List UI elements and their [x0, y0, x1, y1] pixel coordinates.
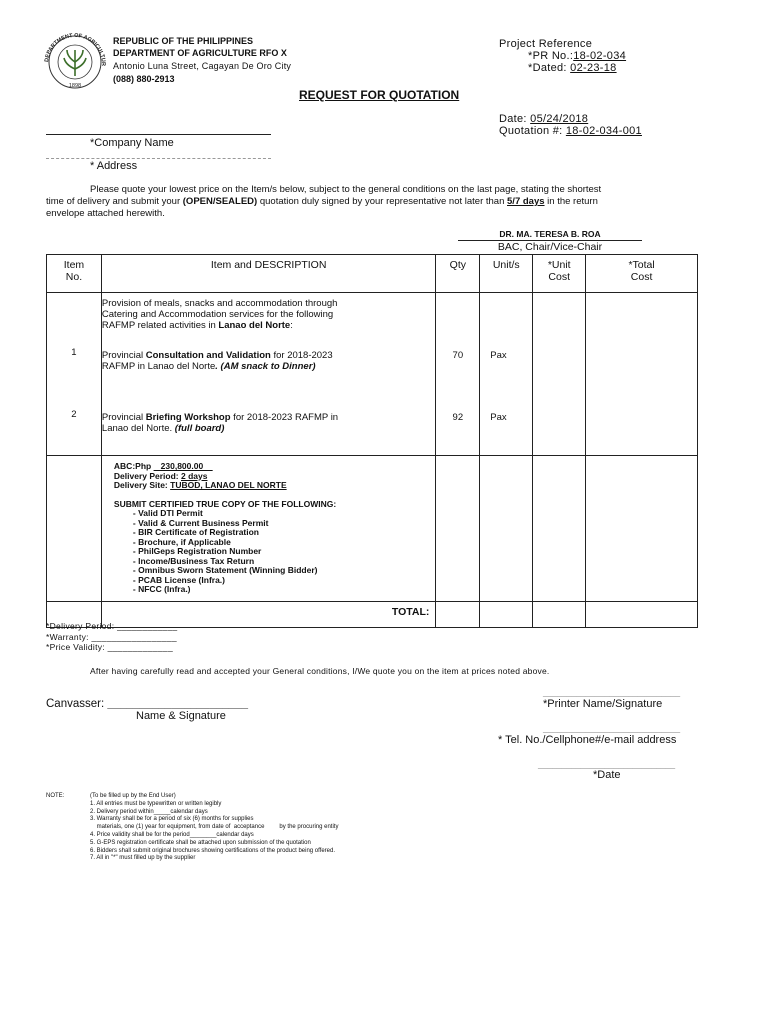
note-item: 6. Bidders shall submit original brochures showing certifications of the product being offered.: [90, 847, 336, 854]
bac-chair-position: BAC, Chair/Vice-Chair: [497, 241, 603, 253]
note-item: 3. Warranty shall be for a period of six (6) months for supplies: [90, 816, 254, 823]
bac-chair-name: DR. MA. TERESA B. ROA: [458, 229, 642, 241]
project-reference-title: Project Reference: [499, 38, 593, 50]
item-2-no: 2: [71, 409, 77, 420]
item-1-qty: 70: [452, 350, 464, 361]
company-name-line[interactable]: [46, 134, 271, 135]
header-phone: (088) 880-2913: [113, 74, 175, 84]
note-item: materials, one (1) year for equipment, from date of acceptance by the procuring entity: [90, 824, 339, 831]
intro-description: Provision of meals, snacks and accommodation through Catering and Accommodation services for the following RAFMP related activities in Lanao del Norte:: [101, 298, 338, 331]
item-2-unit: Pax: [490, 412, 507, 423]
quotation-table: [46, 254, 698, 628]
total-amount-cell[interactable]: [586, 601, 698, 627]
tel-label: * Tel. No./Cellphone#/e-mail address: [498, 734, 677, 746]
submit-title: SUBMIT CERTIFIED TRUE COPY OF THE FOLLOWING:: [113, 498, 337, 509]
requirement-item: - Brochure, if Applicable: [132, 536, 231, 547]
item-2-qty: 92: [452, 412, 464, 423]
table-row-items: [47, 293, 698, 456]
notes-list: [90, 793, 338, 863]
intro-line-1: Please quote your lowest price on the Item/s below, subject to the general conditions on the last page, stating the shortest: [90, 184, 602, 195]
note-item: 5. G-EPS registration certificate shall be attached upon submission of the quotation: [90, 839, 311, 846]
printer-name-label: *Printer Name/Signature: [543, 698, 663, 710]
note-item: (To be filled up by the End User): [90, 793, 176, 799]
table-header-row: [47, 255, 698, 293]
header-address: Antonio Luna Street, Cagayan De Oro City: [113, 61, 292, 71]
requirement-item: - PCAB License (Infra.): [132, 574, 226, 585]
delivery-period-field[interactable]: *Delivery Period: ____________: [46, 621, 178, 631]
table-row-abc: [47, 456, 698, 602]
note-item: 1. All entries must be typewritten or written legibly: [90, 800, 222, 807]
price-validity-field[interactable]: *Price Validity: _____________: [46, 642, 173, 652]
pr-number: *PR No.:18-02-034: [528, 50, 627, 62]
intro-line-2: time of delivery and submit your (OPEN/SEALED) quotation duly signed by your representative not later than 5/7 days in the return: [46, 196, 598, 207]
tel-line[interactable]: _____________________________: [543, 723, 681, 733]
address-label: * Address: [90, 160, 138, 172]
acceptance-statement: After having carefully read and accepted your General conditions, I/We quote you on the item at prices noted above.: [90, 666, 550, 676]
total-label: TOTAL:: [101, 601, 435, 627]
page-title: REQUEST FOR QUOTATION: [299, 88, 460, 102]
col-units: Unit/s: [480, 255, 533, 293]
pr-dated: *Dated: 02-23-18: [528, 62, 617, 74]
note-item: 7. All in "*" must filled up by the supplier: [90, 855, 196, 862]
company-name-label: *Company Name: [90, 137, 174, 149]
date-line[interactable]: _____________________________: [538, 759, 676, 769]
col-qty: Qty: [436, 255, 480, 293]
warranty-field[interactable]: *Warranty: _________________: [46, 631, 177, 642]
requirement-item: - BIR Certificate of Registration: [132, 527, 260, 537]
requirement-item: - NFCC (Infra.): [132, 584, 191, 594]
item-1-unit: Pax: [490, 350, 507, 361]
item-1-no: 1: [71, 347, 77, 358]
item-2-description: Provincial Briefing Workshop for 2018-2023 RAFMP in Lanao del Norte. (full board): [101, 412, 339, 434]
requirement-item: - PhilGeps Registration Number: [132, 546, 262, 556]
printer-name-line[interactable]: _____________________________: [543, 687, 681, 697]
canvasser-field[interactable]: Canvasser: ______________________: [46, 698, 249, 710]
requirement-item: - Valid & Current Business Permit: [132, 517, 269, 528]
col-unit-cost: *Unit Cost: [533, 255, 586, 293]
requirement-item: - Valid DTI Permit: [132, 508, 203, 518]
logo-year: 1898: [68, 83, 82, 89]
header-republic: REPUBLIC OF THE PHILIPPINES: [113, 36, 254, 46]
date-field: Date: 05/24/2018: [499, 113, 589, 125]
note-item: 2. Delivery period within_____calendar days: [90, 808, 208, 815]
col-total-cost: *Total Cost: [586, 255, 698, 293]
delivery-site: Delivery Site: TUBOD, LANAO DEL NORTE: [113, 480, 287, 490]
address-line[interactable]: [46, 158, 271, 159]
intro-line-3: envelope attached herewith.: [46, 208, 165, 219]
department-logo: [40, 32, 110, 90]
quotation-number: Quotation #: 18-02-034-001: [499, 125, 642, 137]
logo-ring-text: DEPARTMENT OF AGRICULTUR: [44, 32, 107, 66]
item-1-description: Provincial Consultation and Validation for 2018-2023 RAFMP in Lanao del Norte. (AM snack to Dinner): [101, 350, 333, 372]
name-signature-label: Name & Signature: [136, 710, 226, 722]
requirement-item: - Income/Business Tax Return: [132, 555, 255, 566]
date-signature-label: *Date: [593, 769, 621, 781]
requirements-list: [114, 509, 423, 595]
note-item: 4. Price validity shall be for the period________calendar days: [90, 831, 254, 838]
col-item-no: Item No.: [47, 255, 102, 293]
delivery-period: Delivery Period: 2 days: [113, 470, 208, 481]
note-label: NOTE:: [46, 793, 65, 799]
abc-amount: ABC:Php 230,800.00: [113, 461, 213, 471]
terms-block: [46, 621, 177, 653]
header-department: DEPARTMENT OF AGRICULTURE RFO X: [113, 48, 287, 58]
unit-cost-cell[interactable]: [533, 293, 586, 456]
requirement-item: - Omnibus Sworn Statement (Winning Bidder): [132, 565, 318, 575]
col-description: Item and DESCRIPTION: [101, 255, 435, 293]
total-cost-cell[interactable]: [586, 293, 698, 456]
